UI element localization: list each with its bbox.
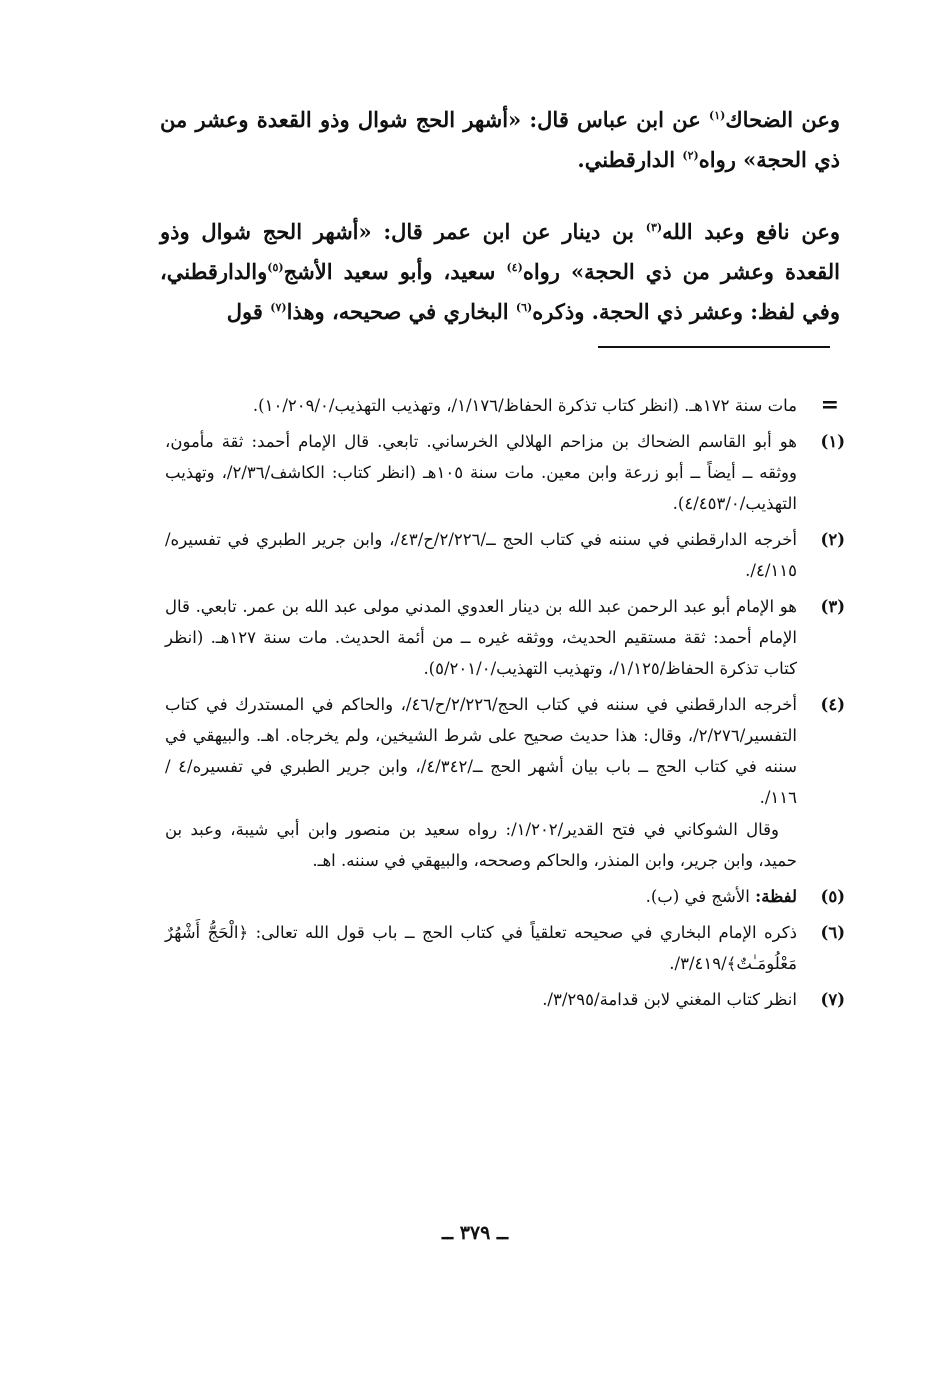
footnote-text: هو أبو القاسم الضحاك بن مزاحم الهلالي الخرساني. تابعي. قال الإمام أحمد: ثقة مأمون، ووثقه ــ أيضاً ــ أبو زرعة وابن معين. مات سنة ١٠٥هـ (انظر كتاب: الكاشف/٢/٣٦/، وتهذيب التهذيب/٤/٤٥٣/٠).: [165, 432, 797, 513]
footnote-text: أخرجه الدارقطني في سننه في كتاب الحج ــ/٢/٢٢٦/ح/٤٣/، وابن جرير الطبري في تفسيره/٤/١١٥/.: [165, 530, 797, 580]
footnote-text: انظر كتاب المغني لابن قدامة/٣/٢٩٥/.: [542, 990, 797, 1009]
footnote-ref-6[interactable]: (٦): [515, 301, 533, 314]
footnote-4: [165, 689, 845, 813]
footnote-carryover-text: مات سنة ١٧٢هـ. (انظر كتاب تذكرة الحفاظ/١/١٧٦/، وتهذيب التهذيب/١٠/٢٠٩/٠).: [252, 396, 797, 415]
footnote-number: (١): [820, 432, 845, 451]
p2-text-b: بن دينار عن ابن عمر قال: «أشهر الحج شوال وذو القعدة وعشر من ذي الحجة» رواه: [160, 219, 840, 284]
footnote-number: (٦): [820, 923, 845, 942]
footnote-number: (٤): [820, 695, 845, 714]
footnote-number: (٢): [820, 530, 845, 549]
footnote-ref-7[interactable]: (٧): [270, 301, 287, 314]
footnote-text: هو الإمام أبو عبد الرحمن عبد الله بن دينار العدوي المدني مولى عبد الله بن عمر. تابعي. قال الإمام أحمد: ثقة مستقيم الحديث، ووثقه غيره ــ من أئمة الحديث. مات سنة ١٢٧هـ. (انظر كتاب تذكرة الحفاظ/١/١٢٥/، وتهذيب التهذيب/٥/٢٠١/٠).: [165, 597, 798, 678]
footnote-number: (٧): [820, 990, 845, 1009]
p1-text-b: عن ابن عباس قال: «أشهر الحج شوال وذو القعدة وعشر من ذي الحجة» رواه: [160, 107, 840, 172]
footnote-carryover: [165, 390, 845, 421]
footnote-separator: [598, 346, 830, 348]
p2-text-c: سعيد، وأبو سعيد الأشج: [283, 259, 496, 284]
footnotes-section: [165, 390, 845, 1020]
footnote-3: [165, 591, 845, 684]
footnote-text: أخرجه الدارقطني في سننه في كتاب الحج/٢/٢٢٦/ح/٤٦/، والحاكم في المستدرك في كتاب التفسير/٢/٢٧٦/، وقال: هذا حديث صحيح على شرط الشيخين، ولم يخرجاه. اهـ. والبيهقي في سننه في كتاب الحج ــ باب بيان أشهر الحج ــ/٤/٣٤٢/، وابن جرير الطبري في تفسيره/٤ /١١٦/.: [165, 695, 798, 807]
footnote-ref-5[interactable]: (٥): [267, 261, 284, 274]
footnote-text: ذكره الإمام البخاري في صحيحه تعلقياً في كتاب الحج ــ باب قول الله تعالى: ﴿الْحَجُّ أَشْهُرٌ مَعْلُومَـٰتٌ﴾/٣/٤١٩/.: [165, 923, 797, 973]
footnote-4-continuation: وقال الشوكاني في فتح القدير/١/٢٠٢/: رواه سعيد بن منصور وابن أبي شيبة، وعبد بن حميد، وابن جرير، وابن المنذر، والحاكم وصححه، والبيهقي في سننه. اهـ.: [165, 820, 797, 870]
footnote-7: [165, 984, 845, 1015]
p2-text-e: البخاري في صحيحه، وهذا: [286, 299, 509, 324]
footnote-2: [165, 524, 845, 586]
p1-text-a: وعن الضحاك: [725, 107, 840, 132]
main-paragraph-2: [160, 212, 840, 332]
main-paragraph-1: [160, 100, 840, 180]
p2-text-a: وعن نافع وعبد الله: [662, 219, 840, 244]
p2-text-d: والدارقطني، وفي لفظ: وعشر ذي الحجة. وذكره: [160, 259, 840, 324]
footnote-6: [165, 917, 845, 979]
footnote-number: (٥): [820, 887, 845, 906]
footnote-ref-2[interactable]: (٢): [682, 149, 699, 162]
footnote-ref-3[interactable]: (٣): [645, 221, 663, 234]
p1-text-c: الدارقطني.: [577, 147, 676, 172]
footnote-text: الأشج في (ب).: [645, 887, 750, 906]
page-number: ــ ٣٧٩ ــ: [441, 1222, 509, 1244]
footnote-ref-1[interactable]: (١): [709, 109, 726, 122]
continuation-mark: =: [820, 392, 839, 418]
footnote-number: (٣): [820, 597, 845, 616]
footnote-5: [165, 881, 845, 912]
footnote-1: [165, 426, 845, 519]
p2-text-f: قول: [226, 299, 263, 324]
footnote-label: لفظة:: [755, 887, 797, 906]
footnote-ref-4[interactable]: (٤): [506, 261, 523, 274]
